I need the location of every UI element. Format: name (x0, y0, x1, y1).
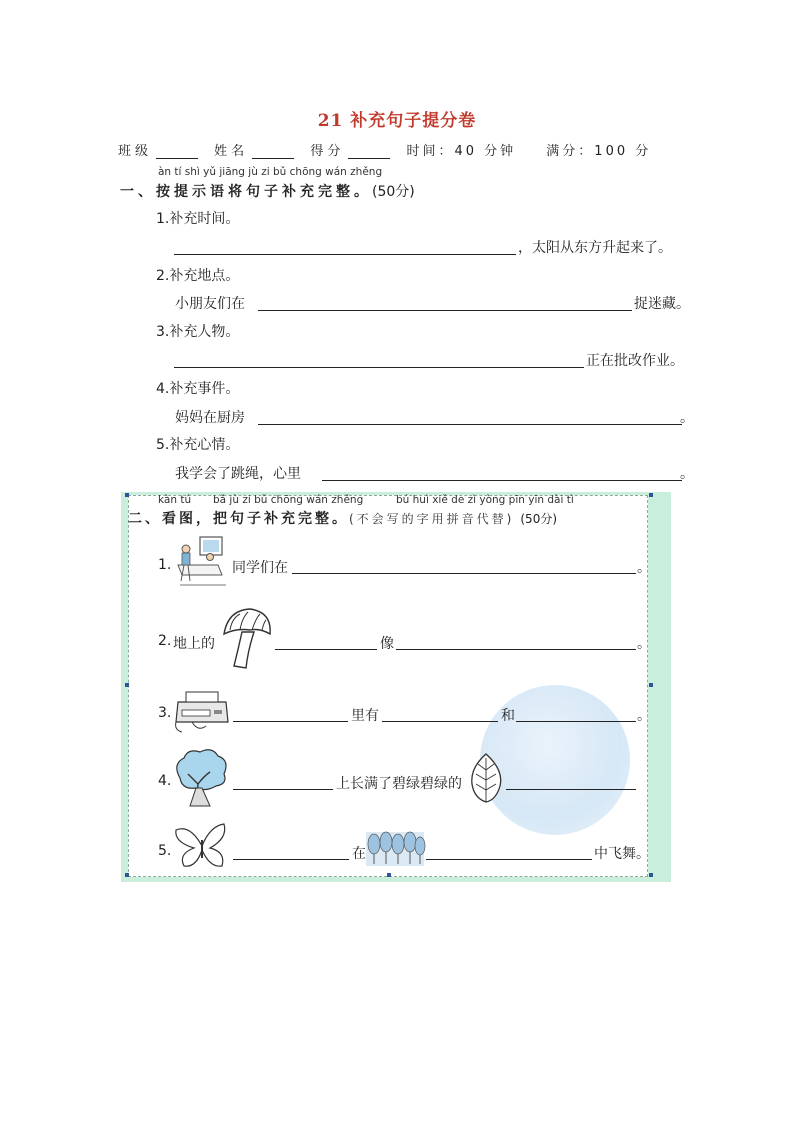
section2-item-2-blank-b[interactable] (396, 649, 636, 650)
section2-item-5-num: 5. (158, 843, 172, 859)
section2-item-5-b: 中飞舞 (594, 846, 636, 862)
section2-item-3-blank-c[interactable] (516, 721, 636, 722)
section1-points: (50分) (372, 184, 415, 200)
section1-heading (120, 181, 415, 201)
section2-item-4-num: 4. (158, 773, 172, 789)
student-info-row (118, 140, 651, 159)
section2-item-2-blank-a[interactable] (275, 649, 377, 650)
time-text: 时间：40 分钟 (406, 144, 517, 159)
section1-item-2-label: 2.补充地点。 (156, 268, 240, 284)
resize-handle[interactable] (125, 683, 129, 687)
section2-heading (128, 508, 557, 528)
name-label: 姓名 (214, 144, 249, 159)
section1-item-5-before: 我学会了跳绳，心里 (175, 466, 301, 482)
section1-item-1-label: 1.补充时间。 (156, 211, 240, 227)
section1-item-1-blank[interactable] (174, 254, 516, 255)
butterfly-icon (172, 822, 232, 872)
section2-paren: (不会写的字用拼音代替) (349, 512, 515, 526)
section2-pinyin-a: kàn tú (158, 494, 192, 506)
resize-handle[interactable] (649, 683, 653, 687)
section1-item-3-label: 3.补充人物。 (156, 324, 240, 340)
section1-item-5-label: 5.补充心情。 (156, 437, 240, 453)
name-blank[interactable] (252, 146, 294, 159)
section2-pinyin-b: bǎ jù zi bǔ chōng wán zhěng (213, 494, 364, 506)
section1-item-4-after: 。 (680, 410, 694, 426)
forest-icon (366, 830, 424, 868)
section2-pinyin-c: bú huì xiě de zì yòng pīn yīn dài tì (396, 494, 574, 506)
section2-item-2-b: 像 (380, 636, 394, 652)
section2-item-4-blank-b[interactable] (506, 789, 636, 790)
section1-item-5-blank[interactable] (322, 480, 682, 481)
section2-item-3-a: 里有 (351, 708, 379, 724)
section2-item-1-num: 1. (158, 557, 172, 573)
resize-handle[interactable] (649, 493, 653, 497)
section2-item-3-num: 3. (158, 705, 172, 721)
section1-item-3-blank[interactable] (174, 367, 584, 368)
section2-item-5-blank-b[interactable] (426, 859, 592, 860)
section2-item-3-blank-a[interactable] (233, 721, 348, 722)
section1-item-5-after: 。 (680, 466, 694, 482)
section1-item-2-blank[interactable] (258, 310, 632, 311)
section1-item-2-after: 捉迷藏。 (634, 296, 690, 312)
resize-handle[interactable] (387, 873, 391, 877)
section1-pinyin: àn tí shì yǔ jiāng jù zi bǔ chōng wán zhěng (158, 166, 383, 178)
leaf-icon (466, 752, 506, 804)
section1-item-4-before: 妈妈在厨房 (175, 410, 245, 426)
section2-item-1-blank[interactable] (292, 573, 636, 574)
section1-item-1-after: ，太阳从东方升起来了。 (518, 240, 672, 256)
resize-handle[interactable] (649, 873, 653, 877)
students-cleaning-icon (172, 535, 230, 587)
section2-points: (50分) (520, 512, 558, 526)
section2-item-2-num: 2. (158, 633, 172, 649)
section2-item-4-blank-a[interactable] (233, 789, 333, 790)
section2-item-5-end: 。 (636, 846, 650, 862)
full-score-text: 满分：100 分 (546, 144, 652, 159)
printer-icon (172, 688, 232, 734)
score-blank[interactable] (348, 146, 390, 159)
section1-item-2-before: 小朋友们在 (175, 296, 245, 312)
section1-item-4-label: 4.补充事件。 (156, 381, 240, 397)
section1-heading-text: 一、按提示语将句子补充完整。 (120, 184, 372, 200)
class-label: 班级 (118, 144, 153, 159)
section1-item-3-after: 正在批改作业。 (586, 353, 684, 369)
section2-item-1-a: 同学们在 (232, 560, 288, 576)
section2-item-1-end: 。 (637, 560, 651, 576)
section2-item-5-blank-a[interactable] (233, 859, 349, 860)
section2-item-2-end: 。 (637, 636, 651, 652)
section2-item-3-end: 。 (637, 708, 651, 724)
mushroom-icon (220, 606, 274, 670)
section2-item-4-a: 上长满了碧绿碧绿的 (336, 776, 462, 792)
section2-item-3-b: 和 (501, 708, 515, 724)
class-blank[interactable] (156, 146, 198, 159)
score-label: 得分 (310, 144, 345, 159)
section2-heading-text: 二、看图，把句子补充完整。 (128, 511, 349, 527)
tree-icon (172, 748, 230, 808)
resize-handle[interactable] (125, 873, 129, 877)
section1-item-4-blank[interactable] (258, 424, 682, 425)
section2-item-5-a: 在 (352, 846, 366, 862)
section2-item-2-a: 地上的 (173, 636, 215, 652)
section2-item-3-blank-b[interactable] (382, 721, 498, 722)
resize-handle[interactable] (125, 493, 129, 497)
page-title: 21 补充句子提分卷 (317, 111, 477, 131)
